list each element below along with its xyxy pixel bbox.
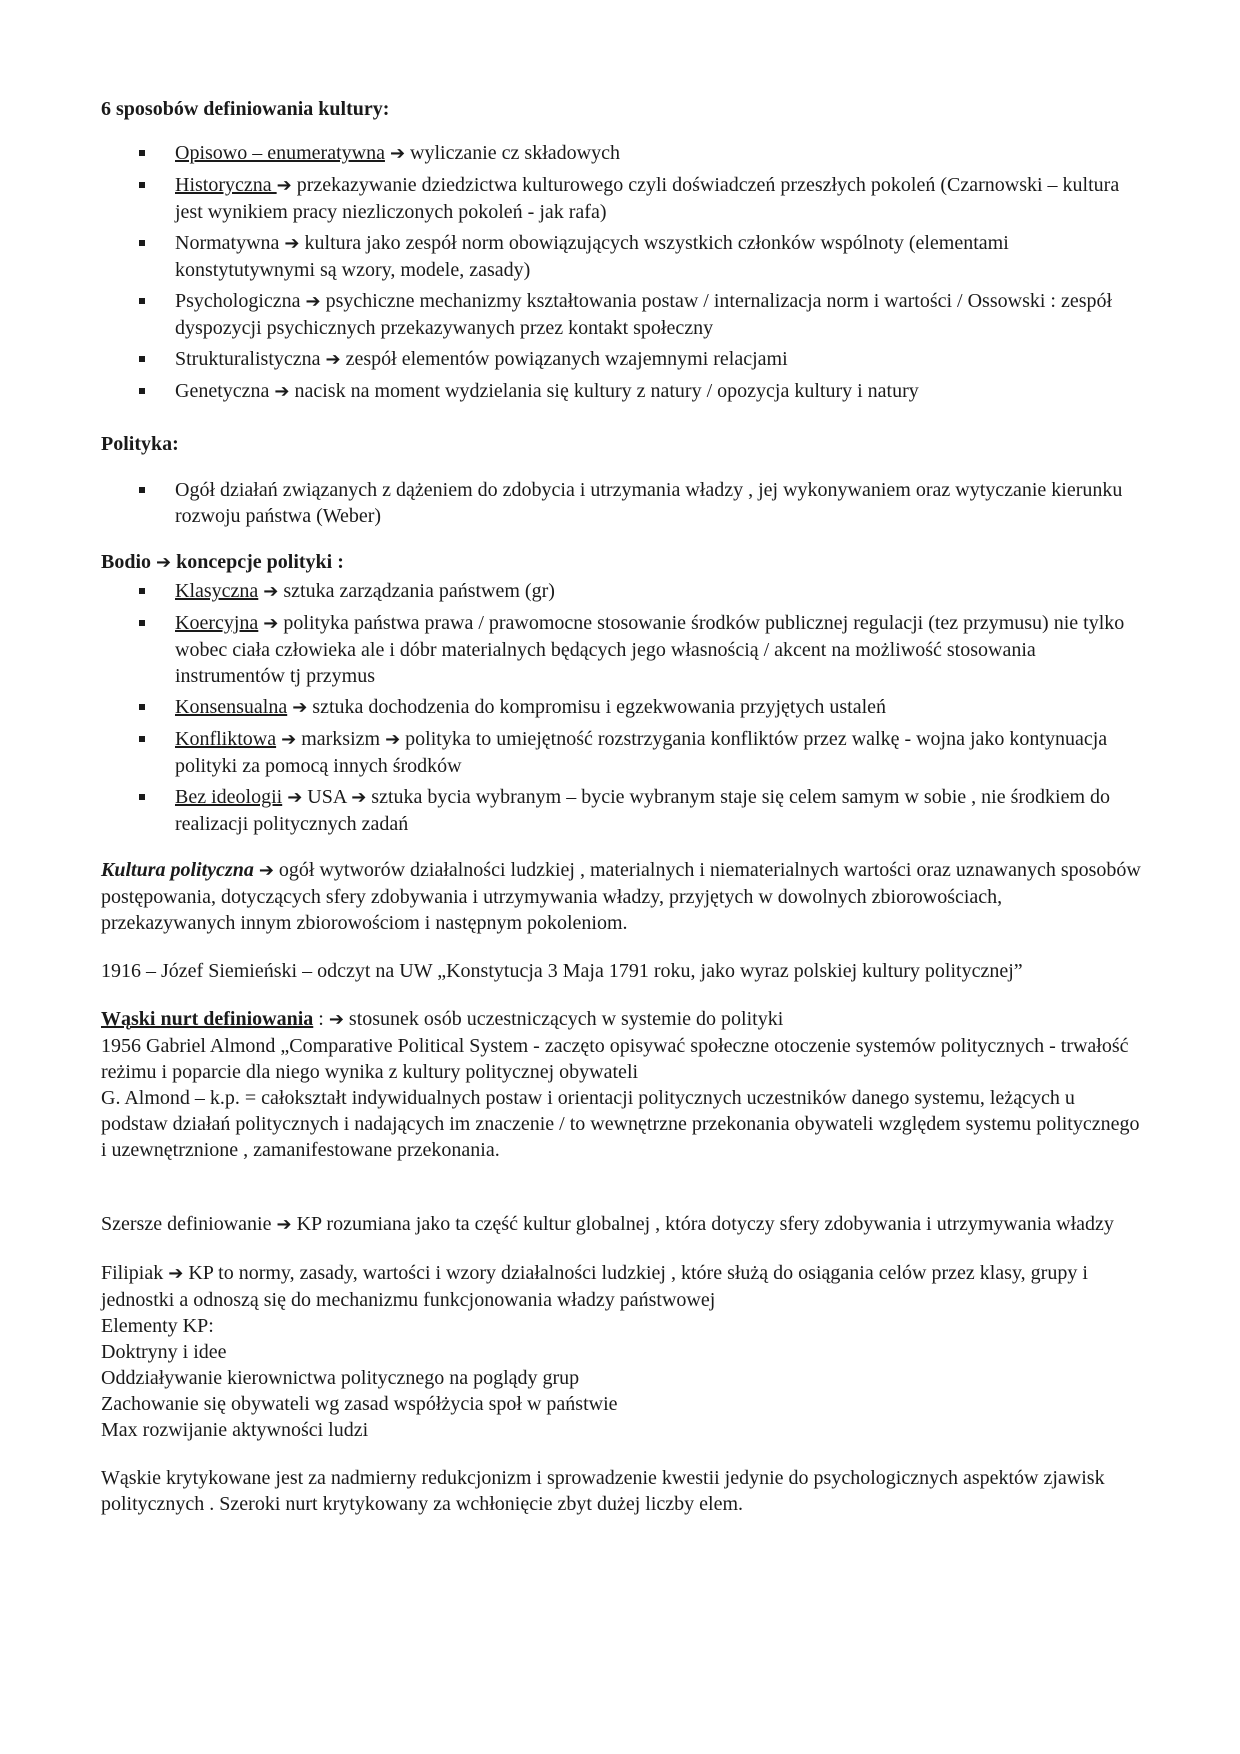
bullet-icon <box>139 704 145 710</box>
bullet-icon <box>139 182 145 188</box>
arrow-icon: ➔ <box>281 729 297 750</box>
list-item <box>101 346 1141 373</box>
list-item-text: polityka państwa prawa / prawomocne stosowanie środków publicznej regulacji (tez przymusu) nie tylko wobec ciała człowieka ale i dóbr materialnych będących jego własnością / akcent na możliwość stosowania instrumentów tj przymus <box>175 612 1125 687</box>
list-item <box>101 578 1141 605</box>
list-item-text: przekazywanie dziedzictwa kulturowego czyli doświadczeń przeszłych pokoleń (Czarnowski – kultura jest wynikiem pracy niezliczonych pokoleń - jak rafa) <box>175 174 1120 223</box>
filipiak-paragraph <box>101 1260 1141 1313</box>
culture-heading: 6 sposobów definiowania kultury: <box>101 98 390 120</box>
arrow-icon: ➔ <box>284 233 300 254</box>
arrow-icon: ➔ <box>325 349 341 370</box>
narrow-line-2: 1956 Gabriel Almond „Comparative Political System - zaczęto opisywać społeczne otoczenie systemów politycznych - trwałość reżimu i poparcie dla niego wynika z kultury politycznej obywateli <box>101 1035 1129 1083</box>
list-item <box>101 477 1141 529</box>
list-item <box>101 140 1141 167</box>
political-culture-text: ogół wytworów działalności ludzkiej , materialnych i niematerialnych wartości oraz uznawanych sposobów postępowania, dotyczących sfery zdobywania i utrzymywania władzy, przyjętych w dowolnych zbiorowościach, przekazywanych innym zbiorowościom i następnym pokoleniom. <box>101 859 1141 934</box>
document-content <box>101 96 1141 1517</box>
list-item-term: Strukturalistyczna <box>175 348 326 370</box>
filipiak-a: Filipiak <box>101 1262 169 1284</box>
narrow-line-3: G. Almond – k.p. = całokształt indywidualnych postaw i orientacji politycznych uczestników danego systemu, leżących u podstaw działań politycznych i nadających im znaczenie / to wewnętrzne przekonania obywateli względem systemu politycznego i uzewnętrznione , zamanifestowane przekonania. <box>101 1087 1140 1161</box>
broad-b: KP rozumiana jako ta część kultur globalnej , która dotyczy sfery zdobywania i utrzymywania władzy <box>291 1213 1114 1235</box>
list-item-text: marksizm <box>296 728 386 750</box>
list-item-text: kultura jako zespół norm obowiązujących wszystkich członków wspólnoty (elementami konstytutywnymi są wzory, modele, zasady) <box>175 232 1009 281</box>
list-item-text: Ogół działań związanych z dążeniem do zdobycia i utrzymania władzy , jej wykonywaniem oraz wytyczanie kierunku rozwoju państwa (Weber) <box>175 479 1123 527</box>
list-item <box>101 230 1141 283</box>
arrow-icon: ➔ <box>276 175 292 196</box>
list-item-text-2: polityka to umiejętność rozstrzygania konfliktów przez walkę - wojna jako kontynuacja polityki za pomocą innych środków <box>175 728 1108 777</box>
critique-paragraph: Wąskie krytykowane jest za nadmierny redukcjonizm i sprowadzenie kwestii jedynie do psychologicznych aspektów zjawisk politycznych . Szeroki nurt krytykowany za wchłonięcie zbyt dużej liczby elem. <box>101 1467 1105 1515</box>
political-culture-term: Kultura polityczna <box>101 859 254 881</box>
element-line: Oddziaływanie kierownictwa politycznego na poglądy grup <box>101 1367 580 1389</box>
arrow-icon: ➔ <box>263 613 279 634</box>
bullet-icon <box>139 298 145 304</box>
arrow-icon: ➔ <box>168 1263 184 1284</box>
politics-list <box>101 477 1141 529</box>
arrow-icon: ➔ <box>389 143 406 164</box>
list-item <box>101 378 1141 405</box>
list-item-text: psychiczne mechanizmy kształtowania postaw / internalizacja norm i wartości / Ossowski : zespół dyspozycji psychicznych przekazywanych przez kontakt społeczny <box>175 290 1113 339</box>
political-culture-paragraph <box>101 857 1141 936</box>
narrow-sep: : <box>313 1008 329 1030</box>
list-item-text: zespół elementów powiązanych wzajemnymi relacjami <box>340 348 788 370</box>
arrow-icon: ➔ <box>276 1214 292 1235</box>
arrow-icon: ➔ <box>274 381 290 402</box>
bullet-icon <box>139 150 145 156</box>
element-line: Zachowanie się obywateli wg zasad współżycia społ w państwie <box>101 1393 618 1415</box>
list-item <box>101 694 1141 721</box>
bodio-heading <box>101 549 1141 576</box>
bullet-icon <box>139 356 145 362</box>
bullet-icon <box>139 736 145 742</box>
element-line: Doktryny i idee <box>101 1341 227 1363</box>
list-item <box>101 172 1141 225</box>
list-item-term: Historyczna <box>175 174 277 196</box>
bodio-list <box>101 578 1141 837</box>
bullet-icon <box>139 487 145 493</box>
narrow-text: stosunek osób uczestniczących w systemie do polityki <box>343 1008 784 1030</box>
list-item-text: sztuka zarządzania państwem (gr) <box>278 580 555 602</box>
list-item-term: Opisowo – enumeratywna <box>175 142 385 164</box>
list-item-text: nacisk na moment wydzielania się kultury z natury / opozycja kultury i natury <box>289 380 919 402</box>
arrow-icon: ➔ <box>263 581 279 602</box>
list-item <box>101 288 1141 341</box>
bullet-icon <box>139 388 145 394</box>
list-item-term: Koercyjna <box>175 612 259 634</box>
bullet-icon <box>139 620 145 626</box>
list-item-term: Konsensualna <box>175 696 288 718</box>
arrow-icon: ➔ <box>351 787 367 808</box>
politics-heading: Polityka: <box>101 433 179 455</box>
element-line: Max rozwijanie aktywności ludzi <box>101 1419 369 1441</box>
narrow-term: Wąski nurt definiowania <box>101 1008 314 1030</box>
bullet-icon <box>139 794 145 800</box>
arrow-icon: ➔ <box>305 291 321 312</box>
siemienski-paragraph: 1916 – Józef Siemieński – odczyt na UW „Konstytucja 3 Maja 1791 roku, jako wyraz polskiej kultury politycznej” <box>101 960 1023 982</box>
bullet-icon <box>139 240 145 246</box>
list-item-term: Klasyczna <box>175 580 259 602</box>
elements-heading: Elementy KP: <box>101 1315 214 1337</box>
list-item-text-2: sztuka bycia wybranym – bycie wybranym staje się celem samym w sobie , nie środkiem do realizacji politycznych zadań <box>175 786 1110 835</box>
arrow-icon: ➔ <box>385 729 401 750</box>
bullet-icon <box>139 588 145 594</box>
arrow-icon: ➔ <box>258 860 274 881</box>
narrow-paragraph <box>101 1006 1141 1033</box>
list-item <box>101 610 1141 689</box>
list-item <box>101 784 1141 837</box>
arrow-icon: ➔ <box>292 697 308 718</box>
list-item-text: wyliczanie cz składowych <box>405 142 620 164</box>
culture-list <box>101 140 1141 405</box>
list-item-term: Bez ideologii <box>175 786 283 808</box>
filipiak-b: KP to normy, zasady, wartości i wzory działalności ludzkiej , które służą do osiągania celów przez klasy, grupy i jednostki a odnoszą się do mechanizmu funkcjonowania władzy państwowej <box>101 1262 1088 1311</box>
arrow-icon: ➔ <box>328 1009 344 1030</box>
list-item-text: sztuka dochodzenia do kompromisu i egzekwowania przyjętych ustaleń <box>307 696 887 718</box>
list-item-term: Normatywna <box>175 232 285 254</box>
list-item-text: USA <box>302 786 352 808</box>
list-item-term: Psychologiczna <box>175 290 306 312</box>
arrow-icon: ➔ <box>156 552 172 573</box>
bodio-heading-a: Bodio <box>101 551 157 573</box>
list-item <box>101 726 1141 779</box>
broad-a: Szersze definiowanie <box>101 1213 277 1235</box>
bodio-heading-b: koncepcje polityki : <box>171 551 344 573</box>
list-item-term: Konfliktowa <box>175 728 277 750</box>
broad-paragraph <box>101 1211 1141 1238</box>
arrow-icon: ➔ <box>287 787 303 808</box>
list-item-term: Genetyczna <box>175 380 275 402</box>
